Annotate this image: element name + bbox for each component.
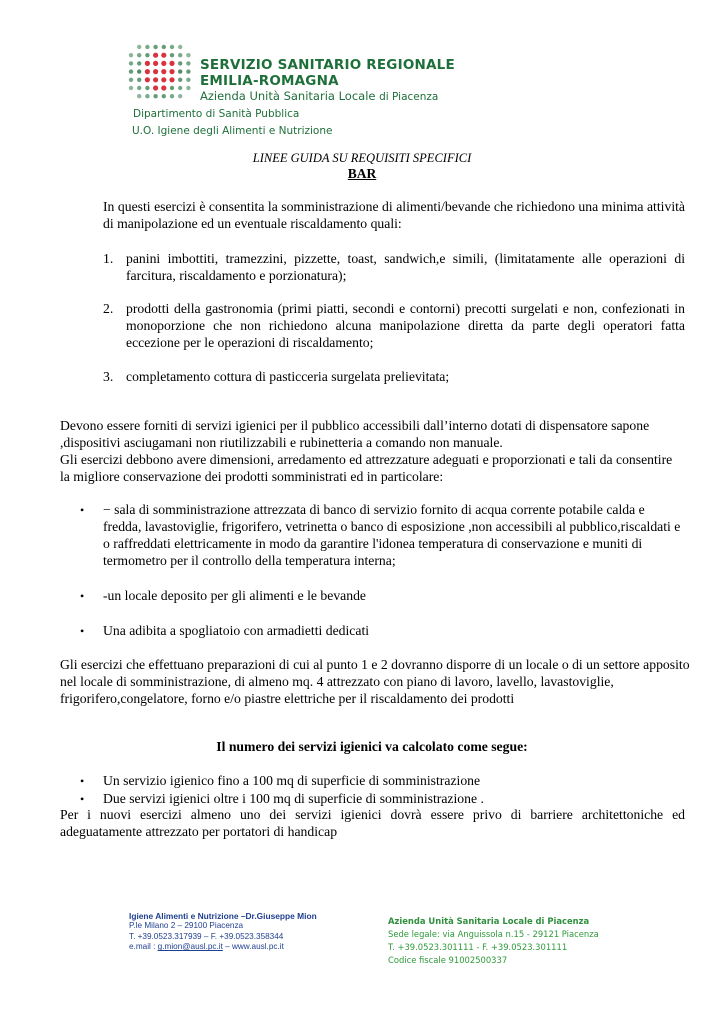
list-item-2: prodotti della gastronomia (primi piatti, secondi e contorni) precotti surgelati e non, confezionati in monoporzione che non richiedono alcuna manipolazione diretta da parte degli operatori fatta eccezione per le operazioni di riscaldamento;	[126, 301, 685, 350]
logo-dot	[129, 78, 133, 82]
logo-dot	[169, 77, 174, 82]
logo-dot	[153, 69, 158, 74]
bullet-item-1: − sala di somministrazione attrezzata di banco di servizio fornito di acqua corrente potabile calda e fredda, lavastoviglie, frigorifero, vetrinetta o banco di esposizione ,non accessibili al pubblico,riscaldati e o raffreddati elettricamente in modo da garantire l'idonea temperatura di conservazione e muniti di termometro per il controllo della temperatura interna;	[103, 502, 681, 568]
footer-email-prefix: e.mail :	[129, 942, 158, 952]
bullet-toilet-1: Un servizio igienico fino a 100 mq di superficie di somministrazione	[103, 773, 481, 788]
logo-dot	[129, 61, 133, 65]
footer-right-address: Sede legale: via Anguissola n.15 - 29121 Piacenza	[388, 929, 599, 939]
logo-dot	[137, 45, 141, 49]
logo-dot	[153, 45, 157, 49]
logo-dot	[145, 45, 149, 49]
logo-dot	[137, 78, 141, 82]
logo-dot	[145, 86, 149, 90]
logo-dot	[161, 61, 166, 66]
logo-dot	[137, 61, 141, 65]
logo-dot	[137, 69, 141, 73]
footer-right-taxcode: Codice fiscale 91002500337	[388, 955, 508, 965]
bullet-item-2: -un locale deposito per gli alimenti e le bevande	[103, 588, 367, 603]
logo-dot	[170, 86, 174, 90]
footer-right-phone: T. +39.0523.301111 - F. +39.0523.301111	[388, 942, 568, 952]
logo-dot	[137, 53, 141, 57]
logo-dot	[153, 94, 157, 98]
section-heading-toilets: Il numero dei servizi igienici va calcolato come segue:	[216, 739, 528, 754]
logo-dot	[145, 77, 150, 82]
logo-dot	[145, 69, 150, 74]
doc-title: BAR	[347, 166, 377, 181]
list-item-3: completamento cottura di pasticceria surgelata prelievitata;	[126, 369, 450, 384]
paragraph-dimensions: Gli esercizi debbono avere dimensioni, arredamento ed attrezzature adeguati e proporzionati e tali da consentire la migliore conservazione dei prodotti somministrati ed in particolare:	[60, 452, 673, 484]
footer-left-address: P.le Milano 2 – 29100 Piacenza	[129, 921, 244, 931]
bullet-marker: •	[80, 774, 85, 788]
bullet-item-3: Una adibita a spogliatoio con armadietti dedicati	[103, 623, 370, 638]
footer-email-link[interactable]: g.mion@ausl.pc.it	[157, 942, 223, 952]
logo-dot	[170, 45, 174, 49]
logo-dot	[186, 69, 190, 73]
logo-dot	[161, 85, 166, 90]
logo-dot	[178, 86, 182, 90]
logo-dot	[145, 61, 150, 66]
logo-dot	[169, 61, 174, 66]
list-number-1: 1.	[103, 251, 114, 266]
logo-line-3	[200, 89, 455, 105]
logo-dot	[153, 53, 158, 58]
paragraph-preparations: Gli esercizi che effettuano preparazioni di cui al punto 1 e 2 dovranno disporre di un locale o di un settore apposito nel locale di somministrazione, di almeno mq. 4 attrezzato con piano di lavoro, lavello, lavastoviglie, frigorifero,congelatore, forno e/o piastre elettriche per il riscaldamento dei prodotti	[60, 657, 690, 706]
logo-line-3a: Azienda Unità Sanitaria Locale	[200, 89, 376, 103]
logo-dot	[186, 61, 190, 65]
footer-agency	[388, 915, 599, 967]
logo-text	[200, 57, 455, 105]
logo-dot	[137, 86, 141, 90]
paragraph-services: Devono essere forniti di servizi igienici per il pubblico accessibili dall’interno dotati di dispensatore sapone ,dispositivi asciugamani non riutilizzabili e rubinetteria a comando non manuale.	[60, 418, 650, 450]
bullet-marker: •	[80, 624, 85, 638]
doc-subtitle: LINEE GUIDA SU REQUISITI SPECIFICI	[252, 151, 472, 165]
logo-dot	[162, 45, 166, 49]
logo-dot	[137, 94, 141, 98]
logo-dot	[178, 94, 182, 98]
logo-line-2: EMILIA-ROMAGNA	[200, 73, 339, 89]
logo-dot	[145, 94, 149, 98]
logo-dot	[178, 53, 182, 57]
logo-dot	[186, 78, 190, 82]
dept-line-2: U.O. Igiene degli Alimenti e Nutrizione	[132, 125, 333, 137]
logo-dot	[178, 61, 182, 65]
logo-dot	[145, 53, 149, 57]
department-info	[133, 106, 332, 140]
logo-dot	[161, 77, 166, 82]
dept-line-1: Dipartimento di Sanità Pubblica	[133, 108, 300, 120]
logo-dot	[178, 45, 182, 49]
logo-dot	[178, 69, 182, 73]
list-number-3: 3.	[103, 369, 114, 384]
logo-dot	[169, 69, 174, 74]
list-number-2: 2.	[103, 301, 114, 316]
footer-right-title: Azienda Unità Sanitaria Locale di Piacenza	[388, 916, 590, 926]
logo-dot	[153, 77, 158, 82]
logo-dot	[129, 69, 133, 73]
logo-dot	[129, 53, 133, 57]
footer-contact	[129, 911, 317, 953]
logo-dot	[153, 85, 158, 90]
logo-dot	[161, 53, 166, 58]
footer-website: – www.ausl.pc.it	[222, 942, 284, 952]
logo-dot	[178, 78, 182, 82]
logo-dot	[186, 86, 190, 90]
paragraph-accessibility: Per i nuovi esercizi almeno uno dei servizi igienici dovrà essere privo di barriere architettoniche ed adeguatamente attrezzato per portatori di handicap	[60, 807, 685, 839]
logo-dot	[186, 53, 190, 57]
logo-dot	[170, 94, 174, 98]
footer-left-email-line	[129, 942, 317, 952]
list-item-1: panini imbottiti, tramezzini, pizzette, toast, sandwich,e simili, (limitatamente alle operazioni di farcitura, riscaldamento e porzionatura);	[126, 251, 685, 283]
intro-paragraph: In questi esercizi è consentita la somministrazione di alimenti/bevande che richiedono una minima attività di manipolazione ed un eventuale riscaldamento quali:	[103, 199, 685, 231]
footer-left-title: Igiene Alimenti e Nutrizione –Dr.Giuseppe Mion	[129, 911, 317, 921]
logo-line-3b: di Piacenza	[379, 91, 439, 103]
logo-dot	[129, 86, 133, 90]
logo-dot	[161, 69, 166, 74]
bullet-toilet-2: Due servizi igienici oltre i 100 mq di superficie di somministrazione .	[103, 791, 484, 806]
bullet-marker: •	[80, 503, 85, 517]
bullet-marker: •	[80, 792, 85, 806]
logo-dot	[153, 61, 158, 66]
logo-dot-grid	[127, 43, 193, 105]
logo-dot	[170, 53, 174, 57]
logo-dot	[162, 94, 166, 98]
logo-line-1: SERVIZIO SANITARIO REGIONALE	[200, 57, 455, 73]
bullet-marker: •	[80, 589, 85, 603]
footer-left-phone: T. +39.0523.317939 – F. +39.0523.358344	[129, 931, 284, 941]
